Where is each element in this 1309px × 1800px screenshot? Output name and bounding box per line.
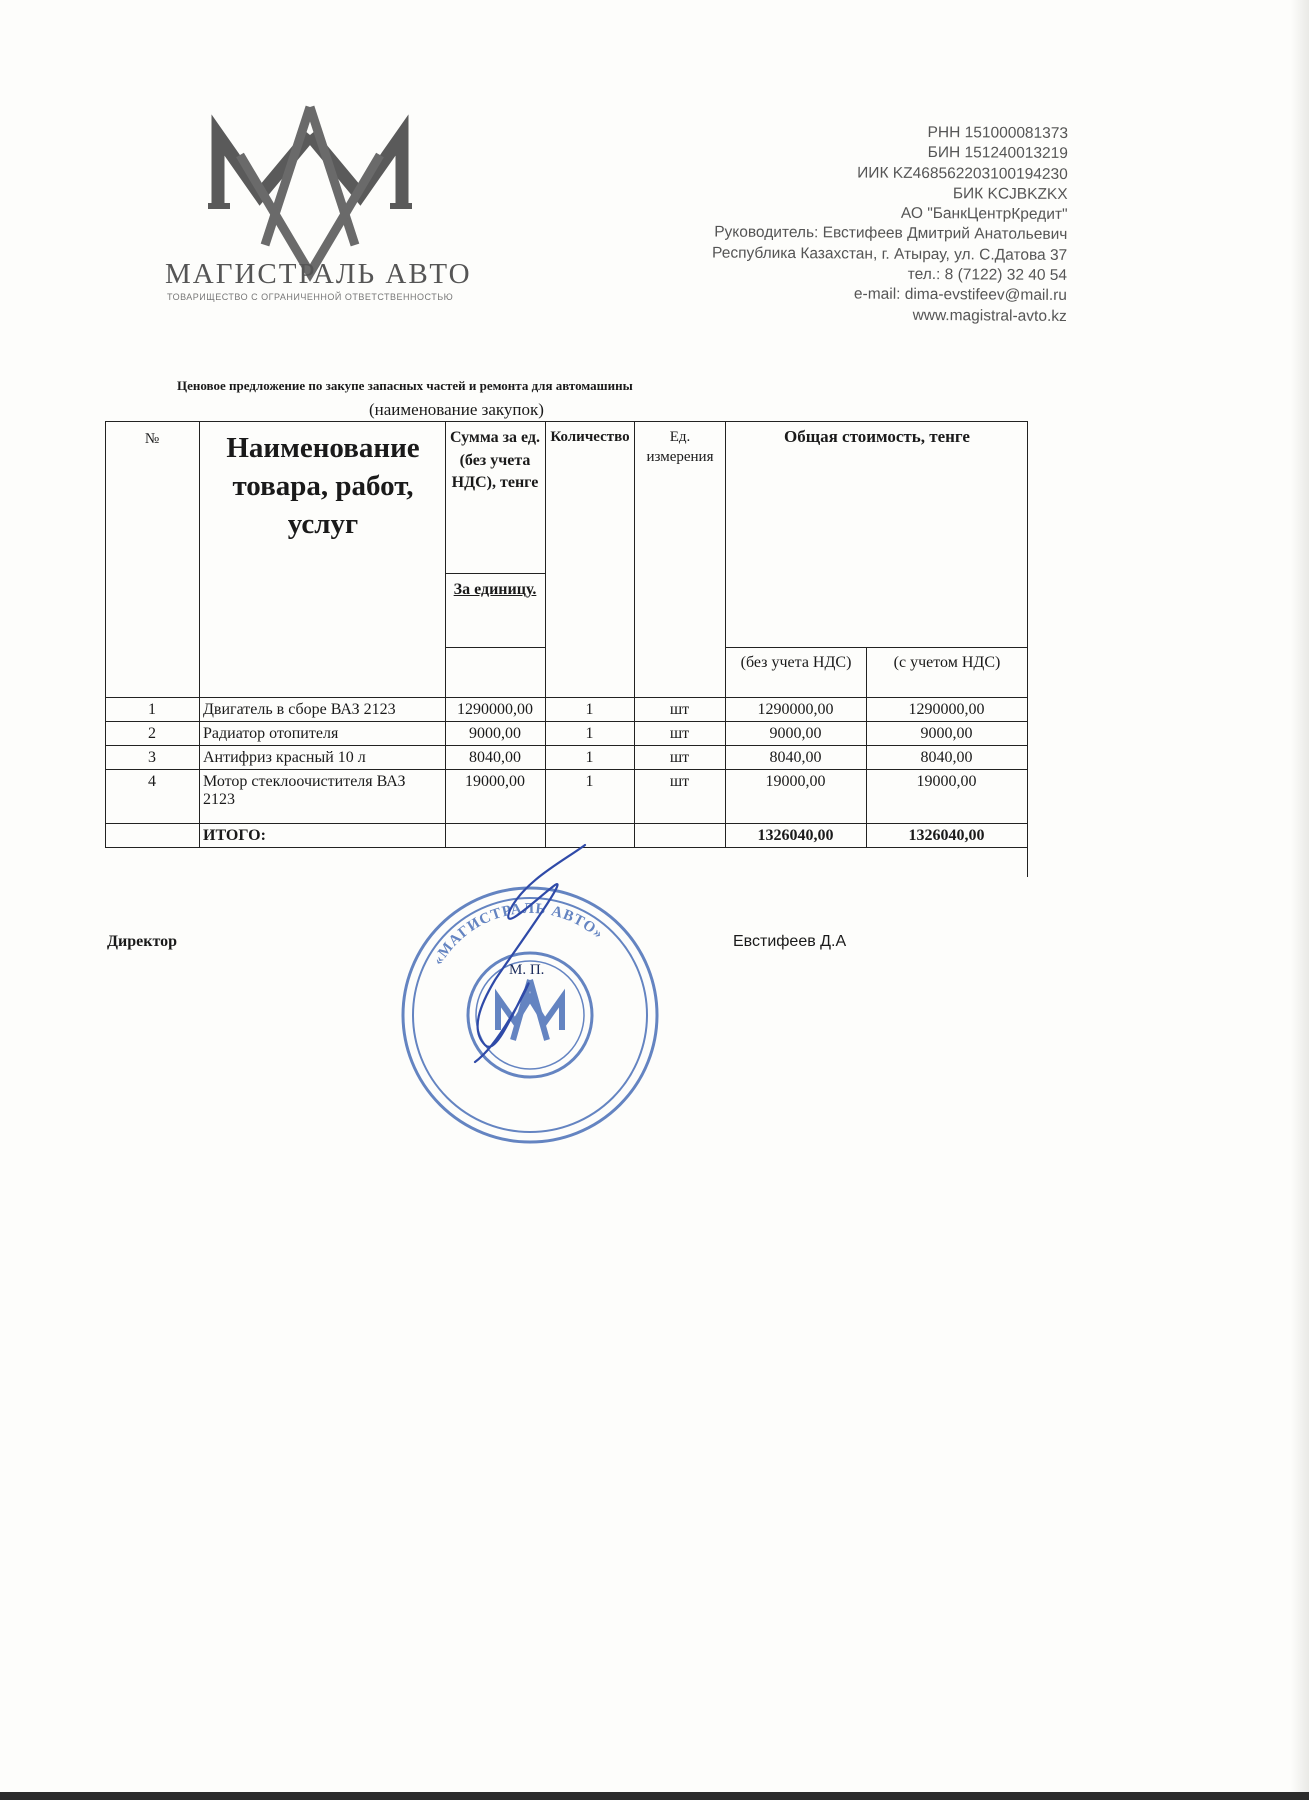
requisite-line: БИН 151240013219 — [927, 144, 1068, 163]
row-4-total: 19000,00 — [765, 773, 826, 790]
header-num: № — [144, 431, 160, 447]
row-3-name: Антифриз красный 10 л — [203, 749, 366, 766]
header-measure: Ед. измерения — [646, 429, 714, 465]
director-name: Евстифеев Д.А — [733, 933, 847, 950]
handwritten-signature — [455, 840, 615, 1070]
row-1-num: 1 — [148, 701, 156, 718]
row-1-qty: 1 — [585, 701, 594, 718]
document-subtitle: (наименование закупок) — [369, 400, 544, 419]
company-name: МАГИСТРАЛЬ АВТО — [165, 258, 472, 290]
header-name: Наименование товара, работ, услуг — [226, 432, 420, 540]
header-total-no-vat: (без учета НДС) — [740, 654, 852, 671]
company-legal-form: ТОВАРИЩЕСТВО С ОГРАНИЧЕННОЙ ОТВЕТСТВЕННОСТЬЮ — [167, 292, 454, 302]
requisite-line: Республика Казахстан, г. Атырау, ул. С.Датова 37 — [711, 244, 1068, 264]
row-2-name: Радиатор отопителя — [203, 725, 339, 742]
row-4-name: Мотор стеклоочистителя ВАЗ 2123 — [203, 773, 406, 808]
row-4-total-vat: 19000,00 — [916, 773, 977, 790]
company-requisites — [711, 122, 1068, 327]
stamp-label: М. П. — [509, 962, 545, 978]
requisite-line: тел.: 8 (7122) 32 40 54 — [907, 265, 1068, 285]
requisite-line: Руководитель: Евстифеев Дмитрий Анатольевич — [714, 224, 1068, 244]
requisite-line: РНН 151000081373 — [927, 124, 1068, 142]
requisite-line: e-mail: dima-evstifeev@mail.ru — [853, 285, 1067, 305]
row-2-price: 9000,00 — [469, 725, 521, 742]
row-4-num: 4 — [148, 773, 156, 790]
director-title: Директор — [107, 933, 177, 950]
header-per-unit: За единицу. — [453, 581, 537, 598]
row-1-unit: шт — [669, 701, 690, 718]
row-3-total: 8040,00 — [769, 749, 822, 766]
requisite-line: www.magistral-avto.kz — [912, 306, 1067, 325]
row-1-name: Двигатель в сборе ВАЗ 2123 — [203, 701, 396, 718]
requisite-line: АО "БанкЦентрКредит" — [900, 205, 1068, 224]
row-3-total-vat: 8040,00 — [920, 749, 973, 766]
page-bottom-edge — [0, 1792, 1309, 1800]
row-3-num: 3 — [148, 749, 156, 766]
row-1-total-vat: 1290000,00 — [908, 701, 985, 718]
requisite-line: БИК KCJBKZKX — [952, 185, 1068, 203]
row-2-qty: 1 — [585, 725, 594, 742]
header-total-with-vat: (с учетом НДС) — [893, 654, 1001, 671]
total-sum: 1326040,00 — [757, 827, 834, 844]
row-1-total: 1290000,00 — [757, 701, 834, 718]
document-title: Ценовое предложение по закупе запасных частей и ремонта для автомашины — [177, 378, 633, 393]
header-total: Общая стоимость, тенге — [784, 427, 970, 446]
row-3-unit: шт — [669, 749, 690, 766]
total-sum-vat: 1326040,00 — [908, 827, 985, 844]
row-4-unit: шт — [669, 773, 690, 790]
row-4-qty: 1 — [585, 773, 594, 790]
row-1-price: 1290000,00 — [457, 701, 533, 718]
row-2-num: 2 — [148, 725, 156, 742]
total-label: ИТОГО: — [203, 827, 266, 844]
page-edge — [1291, 0, 1309, 1800]
price-table — [105, 421, 1028, 851]
row-4-price: 19000,00 — [465, 773, 525, 790]
row-2-total-vat: 9000,00 — [920, 725, 973, 742]
row-3-qty: 1 — [585, 749, 594, 766]
svg-text:«МАГИСТРАЛЬ АВТО»: «МАГИСТРАЛЬ АВТО» — [430, 900, 607, 968]
header-unit-price: Сумма за ед. (без учета НДС), тенге — [449, 429, 541, 491]
row-3-price: 8040,00 — [469, 749, 521, 766]
row-2-unit: шт — [669, 725, 690, 742]
requisite-line: ИИК KZ468562203100194230 — [857, 164, 1068, 183]
header-quantity: Количество — [550, 429, 630, 445]
row-2-total: 9000,00 — [769, 725, 822, 742]
